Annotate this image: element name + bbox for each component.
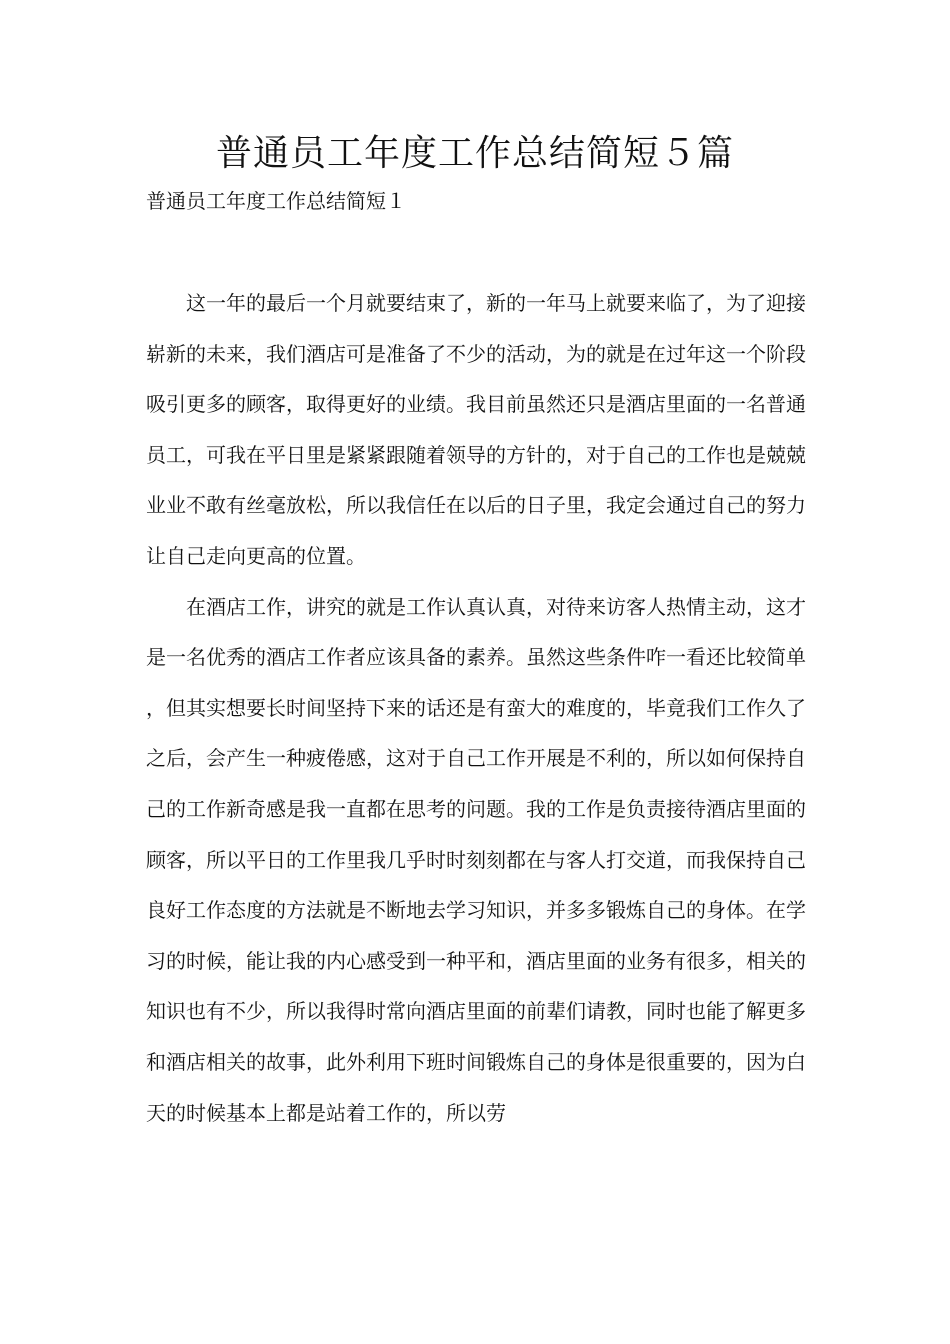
body-text [146,278,806,1138]
paragraph-1: 这一年的最后一个月就要结束了，新的一年马上就要来临了，为了迎接崭新的未来，我们酒店可是准备了不少的活动，为的就是在过年这一个阶段吸引更多的顾客，取得更好的业绩。我目前虽然还只是酒店里面的一名普通员工，可我在平日里是紧紧跟随着领导的方针的，对于自己的工作也是兢兢业业不敢有丝毫放松，所以我信任在以后的日子里，我定会通过自己的努力让自己走向更高的位置。 [146,291,806,568]
document-title: 普通员工年度工作总结简短５篇 [215,133,734,174]
paragraph-2: 在酒店工作，讲究的就是工作认真认真，对待来访客人热情主动，这才是一名优秀的酒店工作者应该具备的素养。虽然这些条件咋一看还比较简单，但其实想要长时间坚持下来的话还是有蛮大的难度的，毕竟我们工作久了之后，会产生一种疲倦感，这对于自己工作开展是不利的，所以如何保持自己的工作新奇感是我一直都在思考的问题。我的工作是负责接待酒店里面的顾客，所以平日的工作里我几乎时时刻刻都在与客人打交道，而我保持自己良好工作态度的方法就是不断地去学习知识，并多多锻炼自己的身体。在学习的时候，能让我的内心感受到一种平和，酒店里面的业务有很多，相关的知识也有不少，所以我得时常向酒店里面的前辈们请教，同时也能了解更多和酒店相关的故事，此外利用下班时间锻炼自己的身体是很重要的，因为白天的时候基本上都是站着工作的，所以劳 [146,594,806,1125]
section-heading: 普通员工年度工作总结简短１ [146,189,406,213]
